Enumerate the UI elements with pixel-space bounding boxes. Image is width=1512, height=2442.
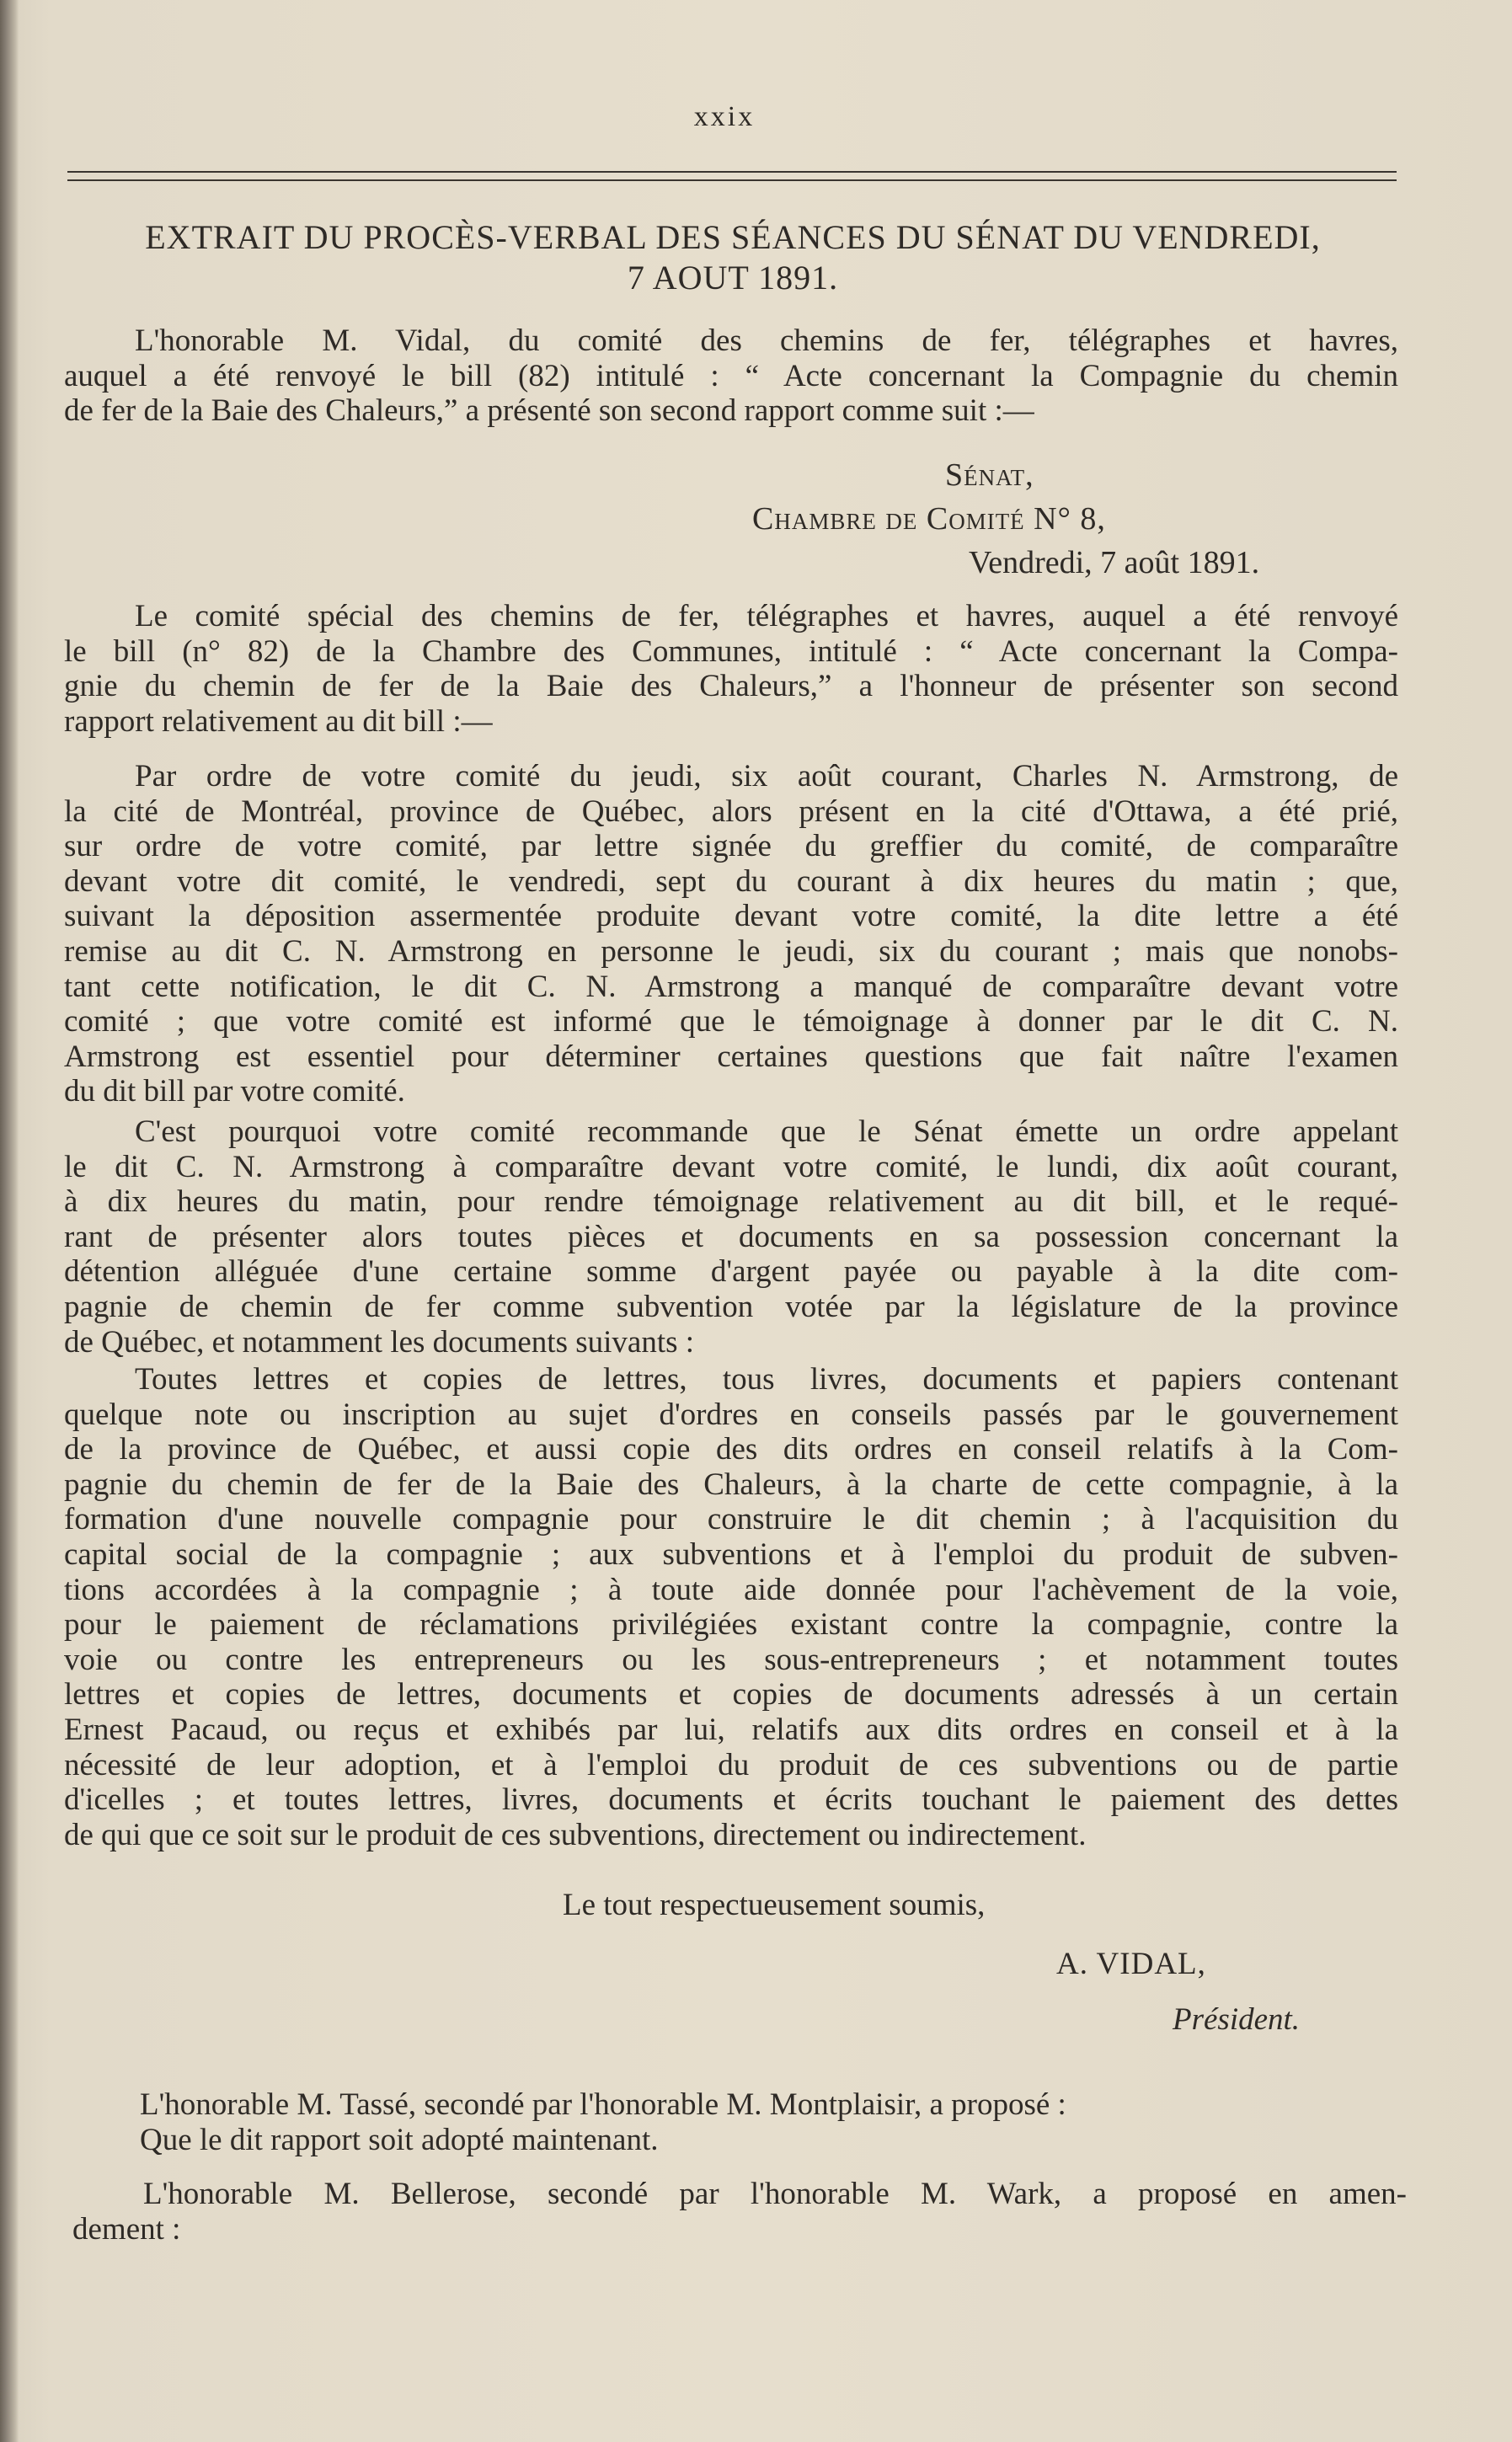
closing-signature: A. VIDAL, <box>1056 1947 1206 1981</box>
text-line: comité ; que votre comité est informé que le témoignage à donner par le dit C. N. <box>64 1004 1398 1039</box>
text-line: voie ou contre les entrepreneurs ou les sous-entrepreneurs ; et notamment toutes <box>64 1642 1398 1677</box>
heading-line-1: EXTRAIT DU PROCÈS-VERBAL DES SÉANCES DU SÉNAT DU VENDREDI, <box>145 218 1321 256</box>
closing-soumis: Le tout respectueusement soumis, <box>563 1888 986 1922</box>
text-line: Par ordre de votre comité du jeudi, six août courant, Charles N. Armstrong, de <box>135 759 1398 794</box>
report-paragraph-1 <box>64 599 1398 739</box>
text-line: remise au dit C. N. Armstrong en personne le jeudi, six du courant ; mais que nonobs- <box>64 933 1398 969</box>
report-senat: Sénat, <box>945 457 1034 493</box>
text-line: d'icelles ; et toutes lettres, livres, documents et écrits touchant le paiement des dettes <box>64 1782 1398 1818</box>
motion-paragraph-1 <box>64 2087 1398 2157</box>
text-line: C'est pourquoi votre comité recommande que le Sénat émette un ordre appelant <box>135 1114 1398 1149</box>
report-paragraph-2 <box>64 759 1398 1109</box>
text-line: pagnie du chemin de fer de la Baie des Chaleurs, à la charte de cette compagnie, à la <box>64 1467 1398 1502</box>
page-heading <box>51 217 1415 298</box>
report-date: Vendredi, 7 août 1891. <box>969 545 1260 580</box>
text-line: dement : <box>72 2211 181 2247</box>
text-line: quelque note ou inscription au sujet d'ordres en conseils passés par le gouvernement <box>64 1397 1398 1432</box>
text-line: la cité de Montréal, province de Québec, alors présent en la cité d'Ottawa, a été prié, <box>64 794 1398 829</box>
text-line: gnie du chemin de fer de la Baie des Chaleurs,” a l'honneur de présenter son second <box>64 669 1398 704</box>
text-line: rapport relativement au dit bill :— <box>64 703 493 739</box>
text-line: Toutes lettres et copies de lettres, tous livres, documents et papiers contenant <box>135 1362 1398 1397</box>
text-line: capital social de la compagnie ; aux subventions et à l'emploi du produit de subven- <box>64 1536 1398 1572</box>
text-line: Le comité spécial des chemins de fer, télégraphes et havres, auquel a été renvoyé <box>135 599 1398 633</box>
closing-title: Président. <box>1173 2002 1301 2037</box>
text-line: lettres et copies de lettres, documents et copies de documents adressés à un certain <box>64 1677 1398 1713</box>
text-line: L'honorable M. Vidal, du comité des chemins de fer, télégraphes et havres, <box>135 323 1398 358</box>
text-line: Que le dit rapport soit adopté maintenant. <box>140 2122 659 2157</box>
text-line: rant de présenter alors toutes pièces et documents en sa possession concernant la <box>64 1219 1398 1254</box>
text-line: Ernest Pacaud, ou reçus et exhibés par lui, relatifs aux dits ordres en conseil et à la <box>64 1712 1398 1747</box>
text-line: pagnie de chemin de fer comme subvention votée par la législature de la province <box>64 1289 1398 1324</box>
heading-line-2: 7 AOUT 1891. <box>627 259 839 297</box>
text-line: suivant la déposition assermentée produite devant votre comité, la dite lettre a été <box>64 899 1398 934</box>
text-line: Armstrong est essentiel pour déterminer certaines questions que fait naître l'examen <box>64 1039 1398 1074</box>
double-rule-divider <box>67 171 1397 181</box>
text-line: du dit bill par votre comité. <box>64 1074 405 1109</box>
motion-paragraph-2 <box>72 2177 1407 2247</box>
report-chambre: Chambre de Comité N° 8, <box>752 501 1106 537</box>
text-line: pour le paiement de réclamations privilégiées existant contre la compagnie, contre la <box>64 1607 1398 1643</box>
text-line: tant cette notification, le dit C. N. Armstrong a manqué de comparaître devant votre <box>64 969 1398 1004</box>
text-line: à dix heures du matin, pour rendre témoignage relativement au dit bill, et le requé- <box>64 1184 1398 1220</box>
text-line: L'honorable M. Bellerose, secondé par l'honorable M. Wark, a proposé en amen- <box>143 2177 1407 2211</box>
text-line: sur ordre de votre comité, par lettre signée du greffier du comité, de comparaître <box>64 829 1398 864</box>
text-line: formation d'une nouvelle compagnie pour construire le dit chemin ; à l'acquisition du <box>64 1502 1398 1537</box>
report-paragraph-4 <box>64 1362 1398 1852</box>
intro-paragraph <box>64 323 1398 429</box>
text-line: de Québec, et notamment les documents suivants : <box>64 1324 695 1360</box>
page-number: xxix <box>693 101 756 132</box>
text-line: devant votre dit comité, le vendredi, sept du courant à dix heures du matin ; que, <box>64 863 1398 899</box>
binding-edge <box>0 0 19 2442</box>
text-line: de la province de Québec, et aussi copie des dits ordres en conseil relatifs à la Com- <box>64 1432 1398 1467</box>
text-line: de qui que ce soit sur le produit de ces subventions, directement ou indirectement. <box>64 1817 1087 1852</box>
text-line: nécessité de leur adoption, et à l'emploi du produit de ces subventions ou de partie <box>64 1747 1398 1782</box>
text-line: le bill (n° 82) de la Chambre des Communes, intitulé : “ Acte concernant la Compa- <box>64 633 1398 669</box>
text-line: détention alléguée d'une certaine somme d'argent payée ou payable à la dite com- <box>64 1254 1398 1290</box>
report-paragraph-3 <box>64 1114 1398 1360</box>
text-line: le dit C. N. Armstrong à comparaître devant votre comité, le lundi, dix août courant, <box>64 1149 1398 1184</box>
text-line: auquel a été renvoyé le bill (82) intitulé : “ Acte concernant la Compagnie du chemin <box>64 358 1398 393</box>
text-line: L'honorable M. Tassé, secondé par l'honorable M. Montplaisir, a proposé : <box>140 2087 1066 2122</box>
text-line: de fer de la Baie des Chaleurs,” a présenté son second rapport comme suit :— <box>64 393 1034 429</box>
text-line: tions accordées à la compagnie ; à toute aide donnée pour l'achèvement de la voie, <box>64 1572 1398 1607</box>
